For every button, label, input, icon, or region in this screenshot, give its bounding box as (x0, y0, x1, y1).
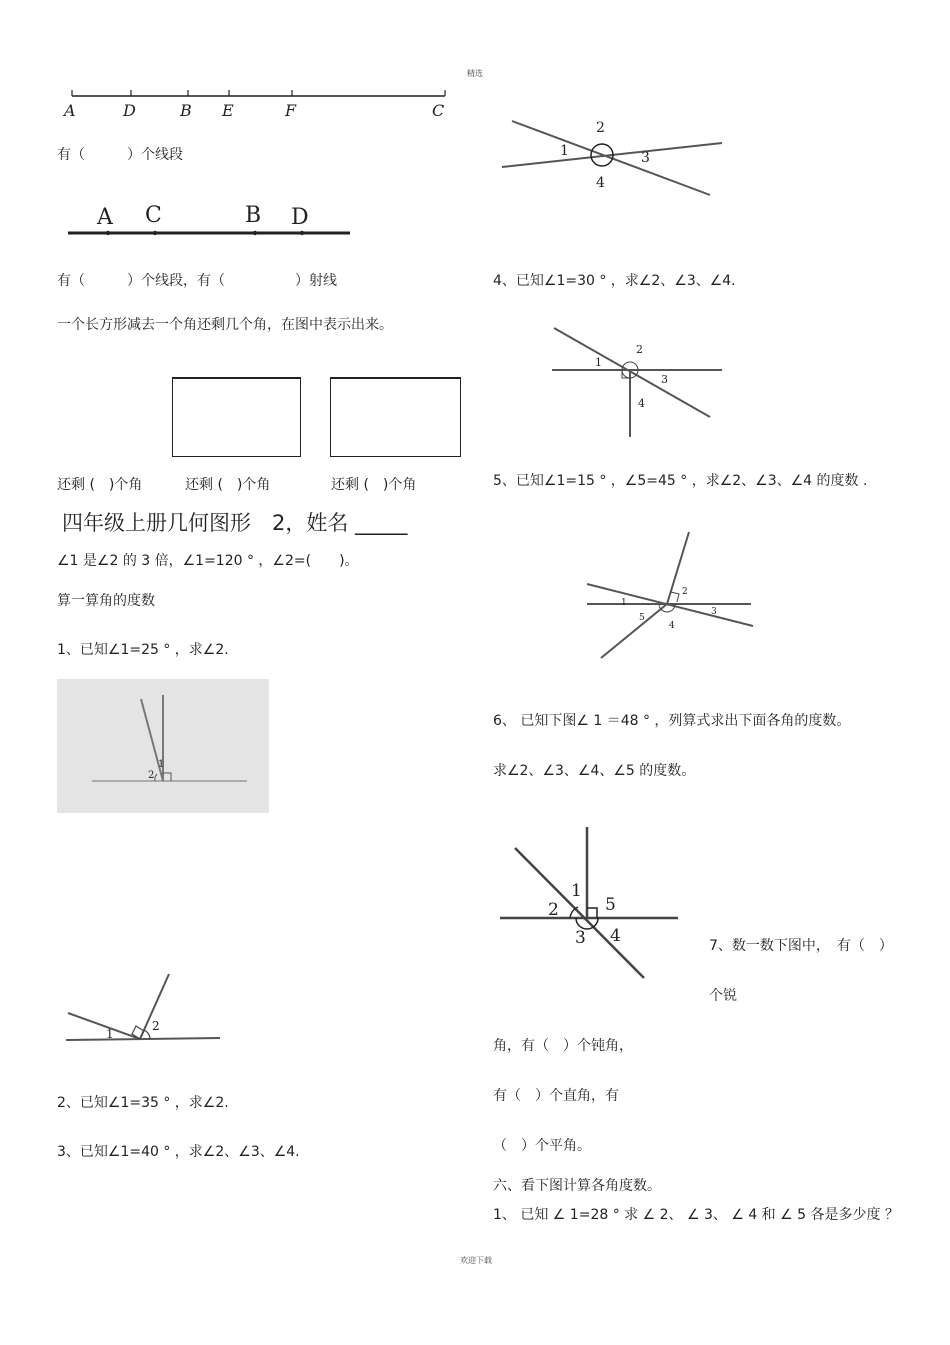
point-label-d: D (123, 101, 136, 120)
problem-1: 1、已知∠1=25 ° ，求∠2. (57, 642, 229, 658)
problem-6-intro: 6、 已知下图∠ 1 ＝48 ° ，列算式求出下面各角的度数。 (493, 713, 851, 729)
angle-label-3: 3 (711, 607, 717, 617)
problem-2-figure (64, 972, 234, 1042)
problem-6-figure (498, 826, 683, 981)
section-calc-angles: 算一算角的度数 (57, 593, 155, 609)
rays-figure (66, 200, 366, 240)
angle-label-1: 1 (106, 1027, 114, 1041)
problem-7-line3: 角，有（ ）个钝角， (493, 1038, 633, 1054)
angle-label-3: 3 (661, 373, 668, 386)
point-label-f: F (285, 101, 297, 120)
angle-label-4: 4 (610, 926, 621, 946)
point-label-e: E (222, 101, 234, 120)
angle-label-2: 2 (682, 587, 688, 597)
angle-label-1: 1 (621, 598, 627, 608)
angle-label-3: 3 (575, 928, 586, 948)
remain-answer-2: 还剩 ( )个角 (185, 477, 271, 493)
problem-7-line2: 个锐 (709, 988, 737, 1004)
point-label-b: B (180, 101, 192, 120)
remain-answer-1: 还剩 ( )个角 (57, 477, 143, 493)
problem-4: 4、已知∠1=30 ° ，求∠2、∠3、∠4. (493, 273, 736, 289)
angle-label-2: 2 (148, 770, 155, 781)
problem-7-line5: （ ）个平角。 (493, 1138, 591, 1154)
ray-label-a: A (97, 205, 113, 230)
problem-4-figure (550, 325, 725, 440)
angle-label-5: 5 (639, 613, 645, 623)
problem-5: 5、已知∠1=15 ° ，∠5=45 ° ，求∠2、∠3、∠4 的度数 . (493, 473, 868, 489)
section-6-heading: 六、看下图计算各角度数。 (493, 1178, 661, 1194)
angle-label-1: 1 (595, 356, 602, 369)
header-mark: 精选 (467, 69, 483, 78)
remain-answer-3: 还剩 ( )个角 (331, 477, 417, 493)
angle-label-4: 4 (596, 175, 605, 191)
problem-6-ask: 求∠2、∠3、∠4、∠5 的度数。 (493, 763, 696, 779)
angle-label-2: 2 (548, 900, 559, 920)
problem-7-line1: 7、数一数下图中， 有（ ） (709, 938, 893, 954)
angle-label-2: 2 (636, 343, 643, 356)
section-6-question-1: 1、 已知 ∠ 1=28 ° 求 ∠ 2、 ∠ 3、 ∠ 4 和 ∠ 5 各是多少度 ？ (493, 1207, 899, 1223)
problem-7-line4: 有（ ）个直角，有 (493, 1088, 619, 1104)
rectangle-box-2 (330, 377, 461, 457)
rectangle-box-1 (172, 377, 301, 457)
problem-3-figure (500, 115, 730, 205)
angle-label-2: 2 (596, 120, 605, 136)
question-angle-relation: ∠1 是∠2 的 3 倍，∠1=120 ° ，∠2=( )。 (57, 553, 359, 569)
footer-text: 欢迎下载 (460, 1256, 492, 1265)
angle-label-4: 4 (669, 621, 675, 631)
point-label-a: A (64, 101, 76, 120)
problem-5-figure (585, 528, 760, 663)
ray-label-c: C (145, 203, 162, 228)
question-segments-rays: 有（ ）个线段，有（ ）射线 (57, 273, 337, 289)
problem-3: 3、已知∠1=40 ° ，求∠2、∠3、∠4. (57, 1144, 300, 1160)
worksheet-title: 四年级上册几何图形 2，姓名 _____ (62, 511, 408, 535)
angle-label-3: 3 (641, 150, 650, 166)
question-segments: 有（ ）个线段 (57, 147, 183, 163)
angle-label-5: 5 (605, 895, 616, 915)
angle-label-2: 2 (152, 1019, 160, 1033)
ray-label-b: B (245, 203, 262, 228)
angle-label-4: 4 (638, 397, 645, 410)
ray-label-d: D (291, 205, 309, 230)
problem-1-figure (57, 679, 269, 813)
angle-label-1: 1 (560, 143, 569, 159)
angle-label-1: 1 (571, 881, 582, 901)
angle-label-1: 1 (158, 759, 165, 770)
point-label-c: C (432, 101, 445, 120)
problem-2: 2、已知∠1=35 ° ，求∠2. (57, 1095, 229, 1111)
question-rectangle: 一个长方形减去一个角还剩几个角，在图中表示出来。 (57, 317, 393, 333)
segment-figure (60, 84, 460, 124)
